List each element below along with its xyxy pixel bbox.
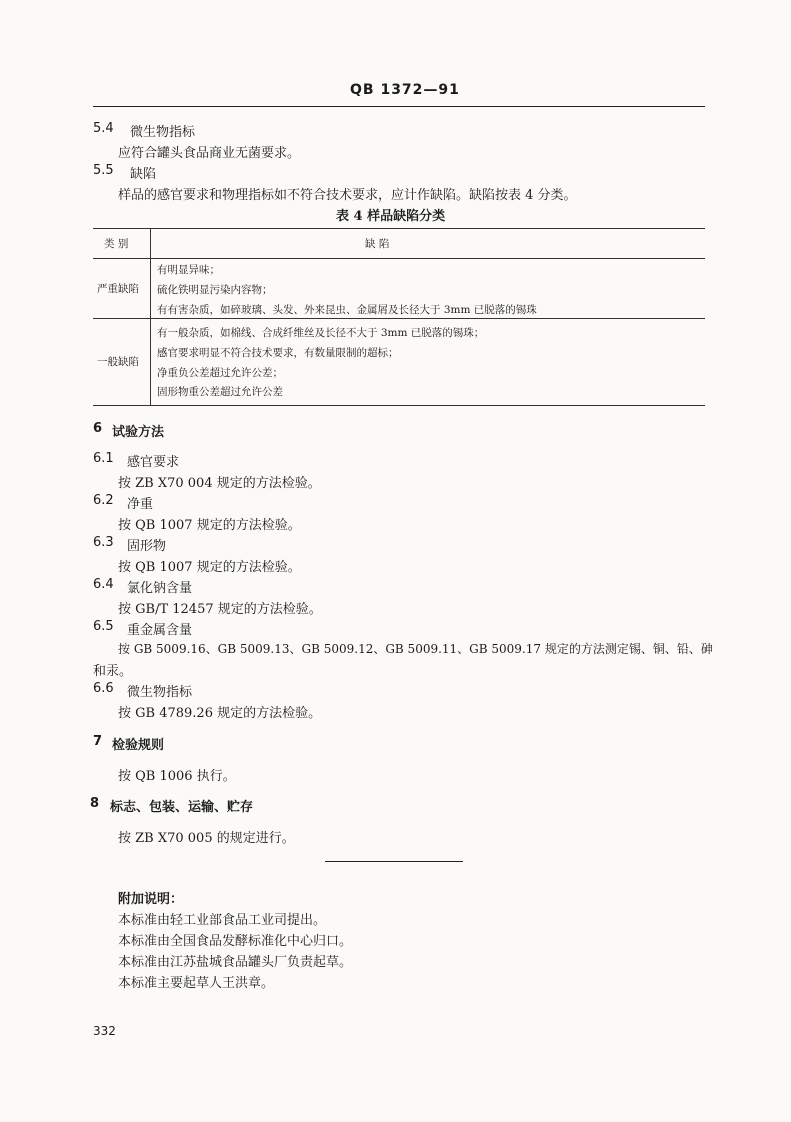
serious-defect-item: 有明显异味； — [157, 264, 220, 276]
column-header-defect: 缺 陷 — [365, 238, 390, 250]
table-header-rule — [93, 258, 705, 259]
end-rule — [325, 861, 463, 862]
row-category-serious: 严重缺陷 — [97, 283, 139, 295]
page-number: 332 — [93, 1024, 116, 1038]
header-rule — [93, 106, 705, 107]
sec-6-2-body: 按 QB 1007 规定的方法检验。 — [118, 518, 301, 533]
sec-6-number: 6 — [93, 421, 103, 436]
notes-line: 本标准由轻工业部食品工业司提出。 — [118, 913, 327, 928]
sec-7-number: 7 — [93, 734, 103, 749]
serious-defect-item: 硫化铁明显污染内容物； — [157, 284, 273, 296]
general-defect-item: 有一般杂质，如棉线、合成纤维丝及长径不大于 3mm 已脱落的锡珠； — [157, 327, 485, 339]
sec-6-6-number: 6.6 — [93, 681, 114, 696]
table-row-rule — [93, 318, 705, 319]
sec-6-6-body: 按 GB 4789.26 规定的方法检验。 — [118, 706, 322, 721]
notes-line: 本标准由全国食品发酵标准化中心归口。 — [118, 934, 353, 949]
notes-line: 本标准主要起草人王洪章。 — [118, 976, 275, 991]
sec-6-1-body: 按 ZB X70 004 规定的方法检验。 — [118, 476, 321, 491]
document-code: QB 1372—91 — [350, 82, 460, 98]
defect-classification-table — [93, 228, 705, 406]
general-defect-item: 感官要求明显不符合技术要求，有数量限制的超标； — [157, 347, 399, 359]
column-header-category: 类 别 — [104, 238, 129, 250]
sec-6-6-title: 微生物指标 — [127, 685, 193, 700]
notes-title: 附加说明： — [118, 892, 184, 907]
sec-5-4-number: 5.4 — [93, 121, 114, 136]
sec-5-5-number: 5.5 — [93, 163, 114, 178]
sec-6-5-title: 重金属含量 — [127, 623, 193, 638]
serious-defect-item: 有有害杂质，如碎玻璃、头发、外来昆虫、金属屑及长径大于 3mm 已脱落的锡珠 — [157, 304, 537, 316]
sec-6-4-title: 氯化钠含量 — [127, 581, 193, 596]
sec-6-2-title: 净重 — [127, 497, 154, 512]
sec-7-title: 检验规则 — [112, 738, 165, 753]
sec-6-5-number: 6.5 — [93, 619, 114, 634]
sec-6-5-body: 按 GB 5009.16、GB 5009.13、GB 5009.12、GB 5009.11、GB 5009.17 规定的方法测定锡、铜、铅、砷 — [118, 642, 713, 656]
notes-line: 本标准由江苏盐城食品罐头厂负责起草。 — [118, 955, 353, 970]
sec-6-4-body: 按 GB/T 12457 规定的方法检验。 — [118, 602, 322, 617]
sec-6-4-number: 6.4 — [93, 577, 114, 592]
row-category-general: 一般缺陷 — [97, 356, 139, 368]
table-bottom-rule — [93, 405, 705, 406]
table-column-rule — [150, 228, 151, 406]
sec-7-body: 按 QB 1006 执行。 — [118, 769, 236, 784]
sec-6-1-number: 6.1 — [93, 451, 114, 466]
sec-6-3-title: 固形物 — [127, 539, 167, 554]
sec-5-4-body: 应符合罐头食品商业无菌要求。 — [118, 146, 301, 161]
sec-5-5-title: 缺陷 — [130, 167, 157, 182]
sec-8-title: 标志、包装、运输、贮存 — [110, 800, 254, 815]
table-top-rule — [93, 228, 705, 229]
sec-5-5-body: 样品的感官要求和物理指标如不符合技术要求，应计作缺陷。缺陷按表 4 分类。 — [118, 188, 577, 203]
general-defect-item: 净重负公差超过允许公差； — [157, 367, 283, 379]
general-defect-item: 固形物重公差超过允许公差 — [157, 386, 283, 398]
sec-6-5-body-continued: 和汞。 — [93, 664, 133, 679]
sec-6-3-number: 6.3 — [93, 535, 114, 550]
sec-6-2-number: 6.2 — [93, 493, 114, 508]
sec-8-number: 8 — [90, 796, 100, 811]
table-4-caption: 表 4 样品缺陷分类 — [336, 209, 446, 224]
sec-6-title: 试验方法 — [112, 425, 165, 440]
sec-6-3-body: 按 QB 1007 规定的方法检验。 — [118, 560, 301, 575]
sec-6-1-title: 感官要求 — [127, 455, 180, 470]
sec-5-4-title: 微生物指标 — [130, 125, 196, 140]
sec-8-body: 按 ZB X70 005 的规定进行。 — [118, 831, 295, 846]
